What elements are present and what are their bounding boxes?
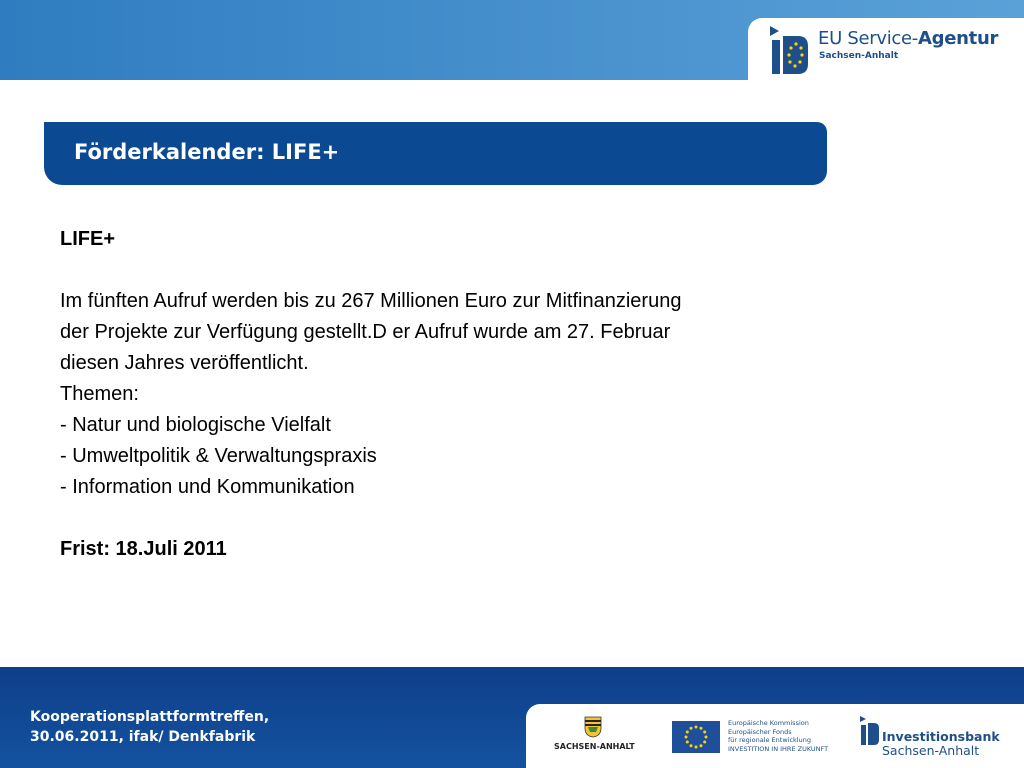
logo-subtitle: Sachsen-Anhalt bbox=[819, 51, 899, 61]
sachsen-anhalt-logo bbox=[554, 716, 635, 760]
eu-text-line: Europäische Kommission bbox=[728, 719, 809, 727]
theme-item: - Natur und biologische Vielfalt bbox=[60, 414, 331, 436]
eu-fund-text bbox=[728, 719, 828, 753]
investitionsbank-logo-icon bbox=[860, 716, 880, 746]
investitionsbank-title: Investitionsbank bbox=[882, 729, 1000, 744]
footer-line-1: Kooperationsplattformtreffen, bbox=[30, 709, 270, 725]
eu-flag-icon bbox=[672, 721, 720, 753]
content-heading: LIFE+ bbox=[60, 228, 116, 250]
investitionsbank-subtitle: Sachsen-Anhalt bbox=[882, 743, 980, 758]
paragraph-line: der Projekte zur Verfügung gestellt.D er Aufruf wurde am 27. Februar bbox=[60, 321, 671, 343]
paragraph-line: diesen Jahres veröffentlicht. bbox=[60, 352, 309, 374]
coat-of-arms-icon bbox=[584, 716, 602, 738]
themes-label: Themen: bbox=[60, 383, 139, 405]
theme-item: - Umweltpolitik & Verwaltungspraxis bbox=[60, 445, 377, 467]
sachsen-anhalt-label: SACHSEN-ANHALT bbox=[554, 742, 635, 751]
eu-text-line: für regionale Entwicklung bbox=[728, 736, 811, 744]
slide-content bbox=[60, 224, 880, 565]
spacer bbox=[60, 503, 880, 534]
theme-item: - Information und Kommunikation bbox=[60, 476, 355, 498]
deadline-text: Frist: 18.Juli 2011 bbox=[60, 538, 227, 560]
paragraph-line: Im fünften Aufruf werden bis zu 267 Millionen Euro zur Mitfinanzierung bbox=[60, 290, 682, 312]
slide-title-bar bbox=[44, 122, 827, 185]
sponsor-logos bbox=[526, 704, 1024, 768]
eu-text-line: INVESTITION IN IHRE ZUKUNFT bbox=[728, 744, 829, 753]
slide-title: Förderkalender: LIFE+ bbox=[74, 140, 340, 164]
footer-event-text bbox=[30, 707, 269, 747]
logo-title bbox=[818, 28, 998, 49]
footer-bar bbox=[0, 667, 1024, 768]
eu-service-agentur-logo-icon bbox=[770, 26, 810, 74]
logo-title-light: EU Service- bbox=[818, 28, 918, 49]
footer-line-2: 30.06.2011, ifak/ Denkfabrik bbox=[30, 729, 256, 745]
logo-title-bold: Agentur bbox=[918, 28, 999, 49]
spacer bbox=[60, 255, 880, 286]
eu-text-line: Europäischer Fonds bbox=[728, 727, 792, 736]
eu-service-agentur-logo bbox=[748, 18, 1024, 80]
top-banner bbox=[0, 0, 1024, 80]
